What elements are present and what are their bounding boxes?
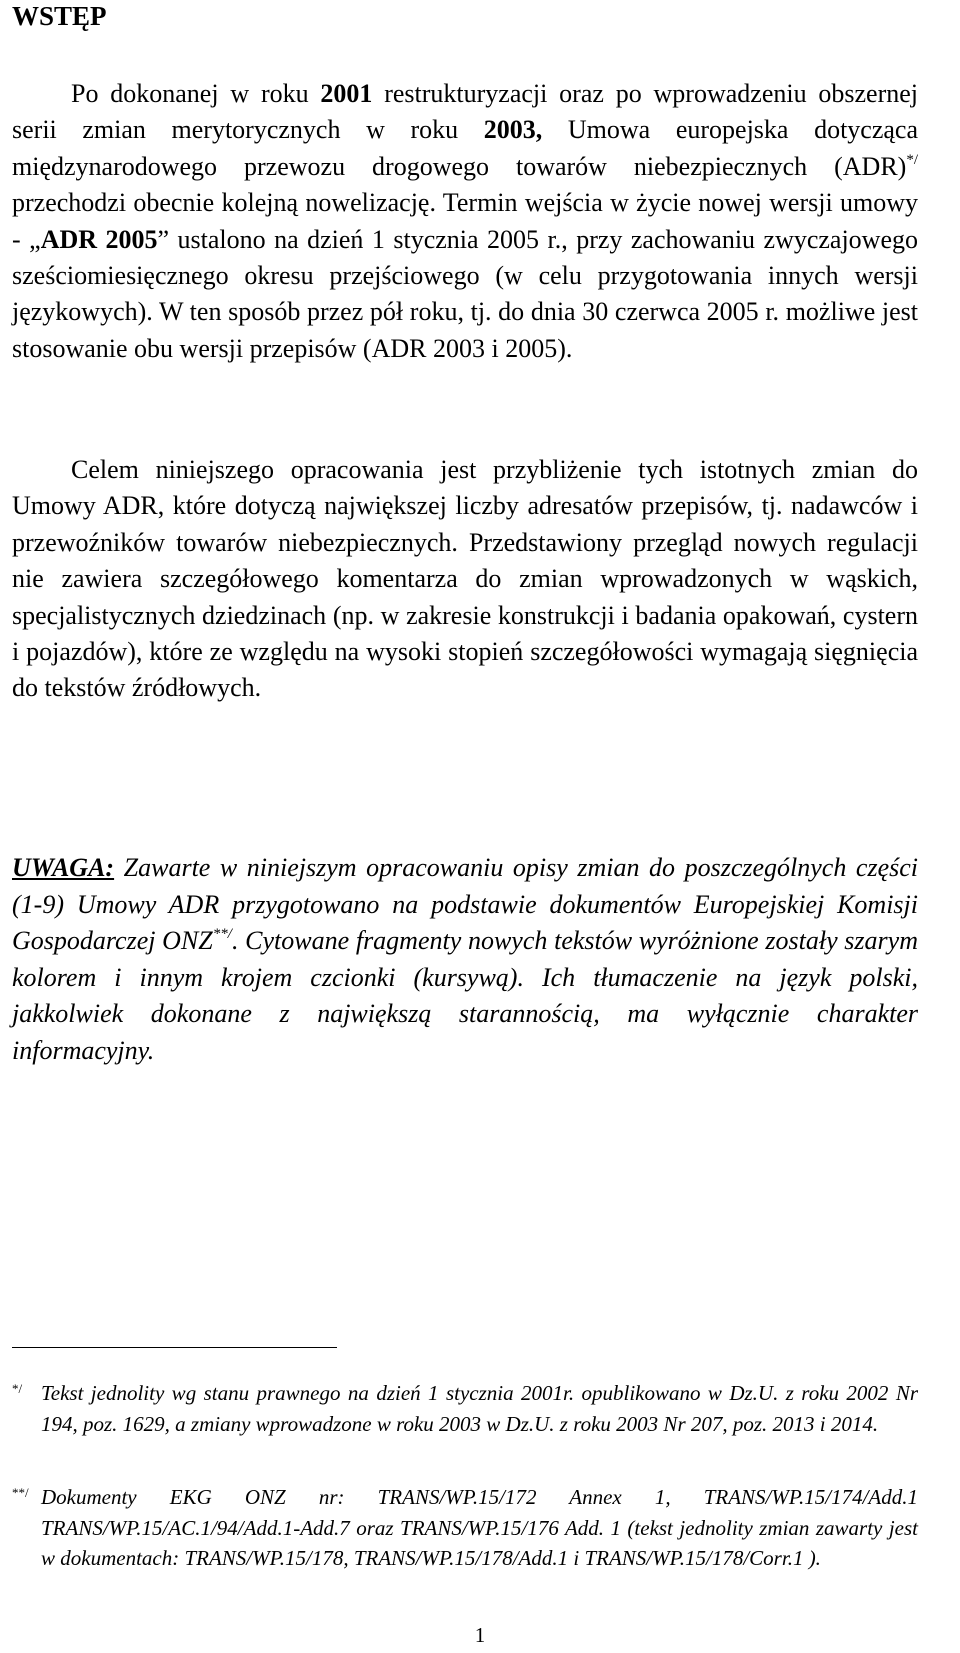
para1-text-2: restrukturyzacji oraz po wprowadzeniu obszernej serii zmian merytorycznych w roku — [12, 79, 919, 145]
purpose-paragraph: Celem niniejszego opracowania jest przybliżenie tych istotnych zmian do Umowy ADR, które dotyczą największej liczby adresatów przepisów, tj. nadawców i przewoźników towarów niebezpiecznych. Przedstawiony przegląd nowych regulacji nie zawiera szczegółowego komentarza do zmian wprowadzonych w wąskich, specjalistycznych dziedzinach (np. w zakresie konstrukcji i badania opakowań, cystern i pojazdów), które ze względu na wysoki stopień szczegółowości wymagają sięgnięcia do tekstów źródłowych. — [12, 455, 918, 703]
warning-label: UWAGA: — [12, 853, 115, 882]
note-text-2: . Cytowane fragmenty nowych tekstów wyróżnione zostały szarym kolorem i innym krojem czcionki (kursywą). Ich tłumaczenie na język polski, jakkolwiek dokonane z największą starannością, ma wyłącznie charakter informacyjny. — [12, 926, 918, 1065]
footnote-ref-1: */ — [906, 151, 918, 168]
footnote-ref-2: **/ — [212, 926, 232, 943]
para1-bold-year-2003: 2003, — [483, 115, 543, 145]
intro-paragraph — [12, 76, 918, 367]
footnote-2-mark: **/ — [12, 1485, 29, 1500]
footnote-2 — [12, 1482, 918, 1574]
page-number: 1 — [474, 1623, 486, 1647]
para1-text-3: Umowa europejska dotycząca międzynarodowego przewozu drogowego towarów niebezpiecznych (ADR) — [12, 115, 918, 181]
footnote-separator — [12, 1347, 337, 1348]
para1-bold-year-2001: 2001 — [320, 79, 373, 108]
page-heading: WSTĘP — [12, 1, 107, 31]
footnote-1 — [12, 1378, 918, 1439]
footnote-1-text: Tekst jednolity wg stanu prawnego na dzień 1 stycznia 2001r. opublikowano w Dz.U. z roku 2002 Nr 194, poz. 1629, a zmiany wprowadzone w roku 2003 w Dz.U. z roku 2003 Nr 207, poz. 2013 i 2014. — [41, 1381, 918, 1436]
footnote-2-text: Dokumenty EKG ONZ nr: TRANS/WP.15/172 Annex 1, TRANS/WP.15/174/Add.1 TRANS/WP.15/AC.1/94/Add.1-Add.7 oraz TRANS/WP.15/176 Add. 1 (tekst jednolity zmian zawarty jest w dokumentach: TRANS/WP.15/178, TRANS/WP.15/178/Add.1 i TRANS/WP.15/178/Corr.1 ). — [41, 1485, 918, 1570]
footnote-1-mark: */ — [12, 1381, 23, 1396]
para1-text-4: przechodzi obecnie kolejną nowelizację. Termin wejścia w życie nowej wersji umowy - „ — [12, 188, 918, 254]
warning-note — [12, 850, 918, 1070]
para1-text-1: Po dokonanej w roku — [71, 79, 321, 108]
note-text-1: Zawarte w niniejszym opracowaniu opisy zmian do poszczególnych części (1-9) Umowy ADR przygotowano na podstawie dokumentów Europejskiej Komisji Gospodarczej ONZ — [12, 853, 918, 956]
para1-bold-adr-2005: ADR 2005 — [40, 224, 158, 254]
para1-text-5: ” ustalono na dzień 1 stycznia 2005 r., przy zachowaniu zwyczajowego sześciomiesięcznego okresu przejściowego (w celu przygotowania innych wersji językowych). W ten sposób przez pół roku, tj. do dnia 30 czerwca 2005 r. możliwe jest stosowanie obu wersji przepisów (ADR 2003 i 2005). — [12, 224, 918, 363]
